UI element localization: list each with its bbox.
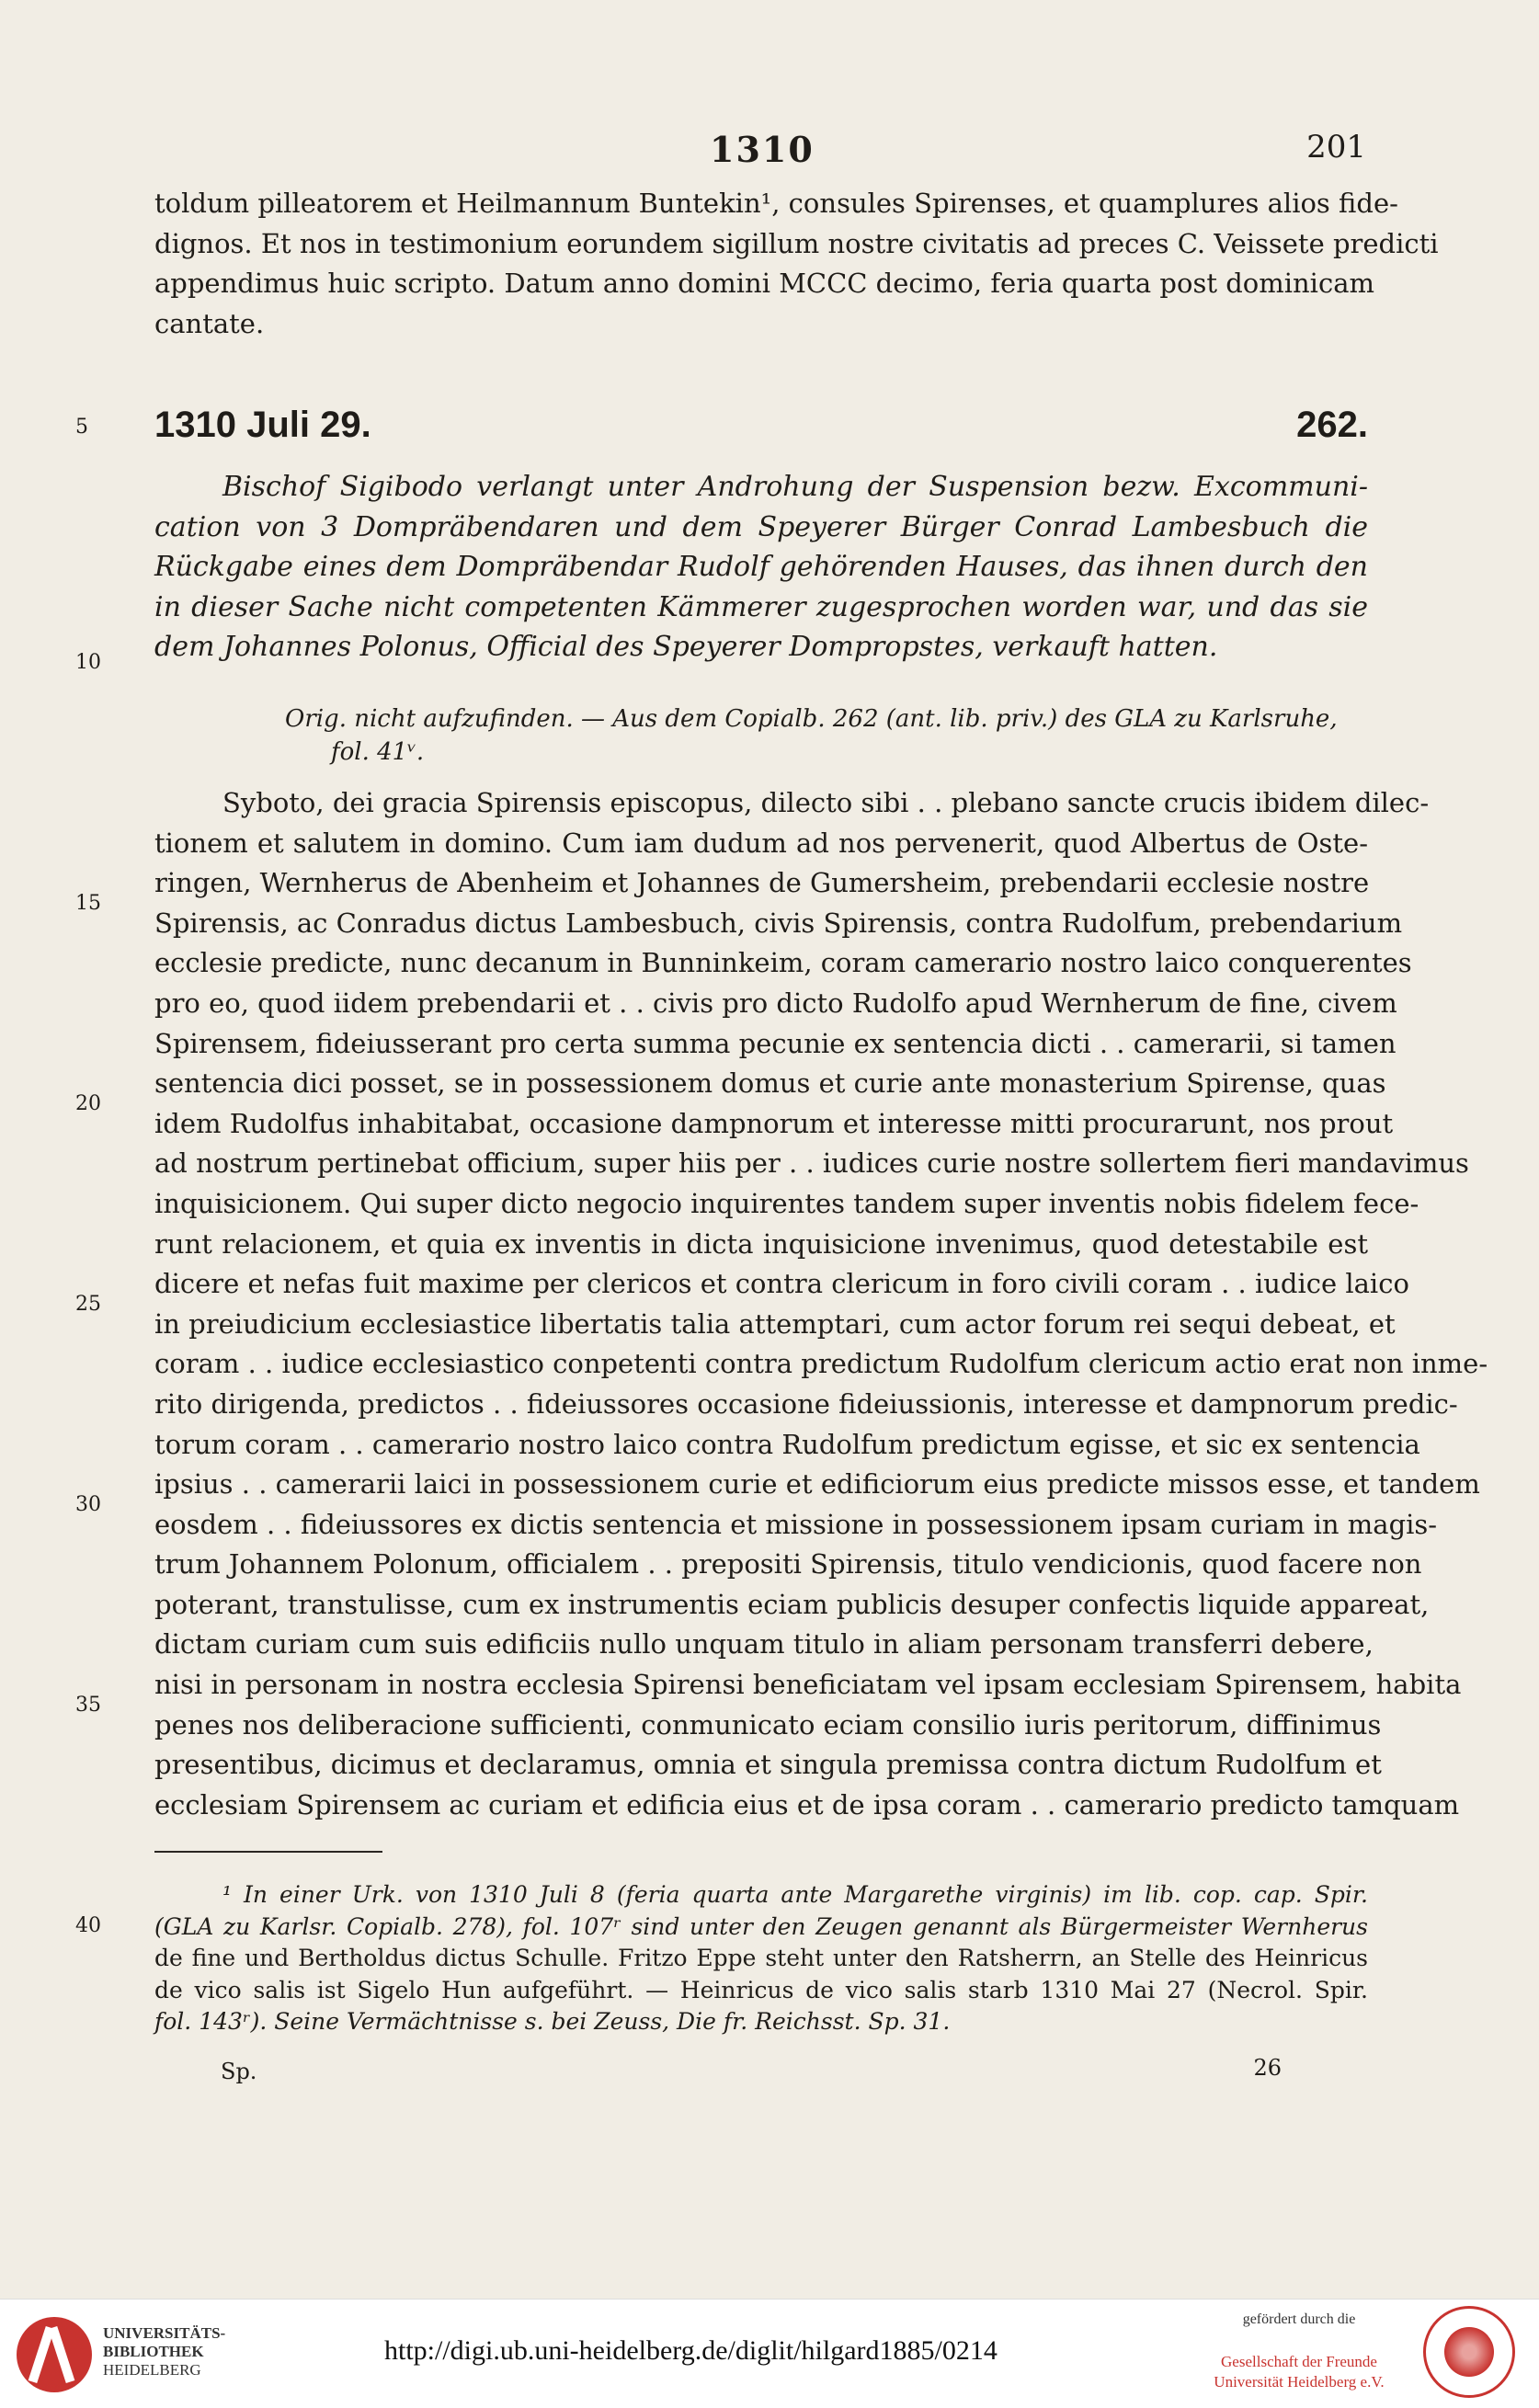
text-line: ¹ In einer Urk. von 1310 Juli 8 (feria quarta ante Margarethe virginis) im lib. cop. cap. Spir. [222, 1881, 1368, 1908]
text-line: Rückgabe eines dem Dompräbendar Rudolf gehörenden Hauses, das ihnen durch den [154, 551, 1368, 584]
text-line: Spirensis, ac Conradus dictus Lambesbuch, civis Spirensis, contra Rudolfum, prebendarium [154, 907, 1403, 939]
text-line: Orig. nicht aufzufinden. — Aus dem Copialb. 262 (ant. lib. priv.) des GLA zu Karlsruhe, [285, 705, 1338, 733]
text-line: de vico salis ist Sigelo Hun aufgeführt. — Heinricus de vico salis starb 1310 Mai 27 (Necrol. Spir. [154, 1976, 1368, 2003]
line-number: 5 [75, 416, 88, 439]
sheet-number: 26 [1253, 2055, 1282, 2081]
text-line: Syboto, dei gracia Spirensis episcopus, dilecto sibi . . plebano sancte crucis ibidem dilec- [222, 787, 1430, 818]
text-line: cation von 3 Dompräbendaren und dem Speyerer Bürger Conrad Lambesbuch die [154, 510, 1368, 543]
text-line: sentencia dici posset, se in possessionem domus et curie ante monasterium Spirense, quas [154, 1067, 1386, 1100]
line-number: 20 [75, 1092, 101, 1115]
entry-date: 1310 Juli 29. [154, 405, 371, 445]
source-note [285, 702, 1368, 769]
text-line: presentibus, dicimus et declaramus, omnia et singula premissa contra dictum Rudolfum et [154, 1749, 1382, 1781]
text-line: runt relacionem, et quia ex inventis in dicta inquisicione invenimus, quod detestabile est [154, 1227, 1368, 1260]
line-number: 15 [75, 892, 101, 915]
sponsor-name[interactable] [1193, 2352, 1405, 2392]
text-line: dignos. Et nos in testimonium eorundem sigillum nostre civitatis ad preces C. Veissete predicti [154, 227, 1439, 259]
text-line: rito dirigenda, predictos . . fideiussores occasione fideiussionis, interesse et dampnorum predic- [154, 1387, 1458, 1420]
university-seal-icon[interactable] [1423, 2306, 1515, 2398]
text-line: penes nos deliberacione sufficienti, conmunicato eciam consilio iuris peritorum, diffinimus [154, 1708, 1382, 1740]
text-line: fol. 143ʳ). Seine Vermächtnisse s. bei Zeuss, Die fr. Reichsst. Sp. 31. [154, 2008, 951, 2035]
text-line: dictam curiam cum suis edificiis nullo unquam titulo in aliam personam transferri debere, [154, 1628, 1374, 1660]
running-head [0, 129, 1539, 175]
line-number: 35 [75, 1694, 101, 1717]
text-line: tionem et salutem in domino. Cum iam dudum ad nos pervenerit, quod Albertus de Oste- [154, 827, 1368, 859]
line-number: 25 [75, 1293, 101, 1316]
running-head-year: 1310 [710, 129, 815, 170]
text-line: ipsius . . camerarii laici in possessionem curie et edificiorum eius predicte missos esse, et tandem [154, 1468, 1480, 1501]
footnote [154, 1879, 1368, 2038]
text-line: dicere et nefas fuit maxime per clericos et contra clericum in foro civili coram . . iudice laico [154, 1268, 1409, 1300]
text-line: toldum pilleatorem et Heilmannum Buntekin¹, consules Spirenses, et quamplures alios fide- [154, 188, 1398, 219]
entry-number: 262. [1296, 405, 1368, 445]
text-line: in dieser Sache nicht competenten Kämmerer zugesprochen worden war, und das sie [154, 590, 1368, 623]
text-line: inquisicionem. Qui super dicto negocio inquirentes tandem super inventis nobis fidelem fece- [154, 1187, 1419, 1219]
text-line: pro eo, quod iidem prebendarii et . . civis pro dicto Rudolfo apud Wernherum de fine, civem [154, 987, 1397, 1019]
line-number: 10 [75, 651, 101, 674]
text-line: ecclesiam Spirensem ac curiam et edificia eius et de ipsa coram . . camerario predicto tamquam [154, 1788, 1460, 1820]
page-number: 201 [1306, 129, 1366, 165]
text-line: Spirensem, fideiusserant pro certa summa pecunie ex sentencia dicti . . camerarii, si tamen [154, 1027, 1396, 1059]
text-line: in preiudicium ecclesiastice libertatis talia attemptari, cum actor forum rei sequi debeat, et [154, 1307, 1396, 1340]
text-line: ecclesie predicte, nunc decanum in Bunninkeim, coram camerario nostro laico conquerentes [154, 947, 1412, 979]
university-library-logo-icon[interactable] [17, 2317, 92, 2392]
text-line: poterant, transtulisse, cum ex instrumentis eciam publicis desuper confectis liquide appareat, [154, 1588, 1430, 1620]
library-name-line: BIBLIOTHEK [103, 2343, 204, 2360]
text-line: nisi in personam in nostra ecclesia Spirensi beneficiatam vel ipsam ecclesiam Spirensem, habita [154, 1669, 1462, 1701]
text-line: trum Johannem Polonum, officialem . . prepositi Spirensis, titulo vendicionis, quod facere non [154, 1548, 1422, 1581]
line-number: 30 [75, 1493, 101, 1516]
text-line: dem Johannes Polonus, Official des Speyerer Dompropstes, verkauft hatten. [154, 631, 1218, 664]
text-line: coram . . iudice ecclesiastico conpetenti contra predictum Rudolfum clericum actio erat non inme- [154, 1348, 1488, 1380]
permalink-url[interactable]: http://digi.ub.uni-heidelberg.de/diglit/hilgard1885/0214 [384, 2335, 998, 2366]
signature-mark: Sp. [221, 2059, 257, 2084]
text-line: ad nostrum pertinebat officium, super hiis per . . iudices curie nostre sollertem fieri mandavimus [154, 1147, 1469, 1180]
entry-summary [154, 467, 1368, 668]
library-name-line: HEIDELBERG [103, 2361, 201, 2379]
entry-header [154, 405, 1368, 451]
line-number: 40 [75, 1914, 101, 1937]
text-line: appendimus huic scripto. Datum anno domini MCCC decimo, feria quarta post dominicam [154, 268, 1374, 300]
sponsor-label: gefördert durch die [1242, 2311, 1356, 2327]
library-name-line: UNIVERSITÄTS- [103, 2324, 226, 2342]
charter-text [154, 783, 1488, 1825]
text-line: fol. 41ᵛ. [331, 738, 425, 766]
opening-paragraph [154, 184, 1439, 344]
text-line: eosdem . . fideiussores ex dictis sentencia et missione in possessionem ipsam curiam in magis- [154, 1508, 1438, 1540]
sponsor-name-line: Gesellschaft der Freunde [1221, 2353, 1377, 2370]
text-line: idem Rudolfus inhabitabat, occasione dampnorum et interesse mitti procurarunt, nos prout [154, 1107, 1394, 1139]
sponsor-name-line: Universität Heidelberg e.V. [1214, 2373, 1385, 2391]
text-line: ringen, Wernherus de Abenheim et Johannes de Gumersheim, prebendarii ecclesie nostre [154, 867, 1370, 899]
text-line: cantate. [154, 307, 265, 339]
footnote-divider [154, 1851, 382, 1853]
text-line: de fine und Bertholdus dictus Schulle. Fritzo Eppe steht unter den Ratsherrn, an Stelle des Heinricus [154, 1945, 1368, 1971]
text-line: torum coram . . camerario nostro laico contra Rudolfum predictum egisse, et sic ex sentencia [154, 1428, 1420, 1460]
text-line: (GLA zu Karlsr. Copialb. 278), fol. 107ʳ sind unter den Zeugen genannt als Bürgermeister Wernherus [154, 1912, 1368, 1940]
text-line: Bischof Sigibodo verlangt unter Androhung der Suspension bezw. Excommuni- [222, 471, 1368, 503]
library-name [103, 2324, 225, 2379]
